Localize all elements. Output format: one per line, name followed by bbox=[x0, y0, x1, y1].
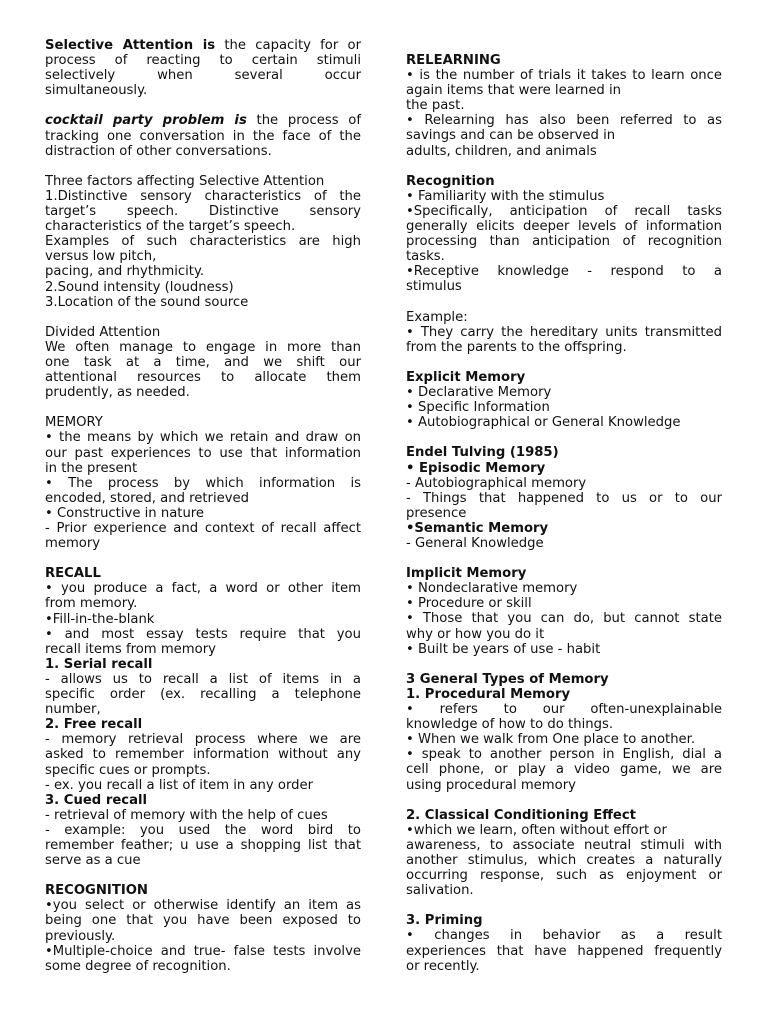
recognition-bullet-1-line-3: previously. bbox=[45, 928, 116, 944]
selective-attention-line-1: Selective Attention is the capacity for or bbox=[45, 38, 361, 53]
procedural-bullet-3-line-1: • speak to another person in English, dial a bbox=[406, 747, 722, 763]
recognition-heading-right: Recognition bbox=[406, 173, 495, 189]
free-line-1: - memory retrieval process where we are bbox=[45, 732, 361, 748]
classical-conditioning-heading: 2. Classical Conditioning Effect bbox=[406, 807, 636, 823]
serial-line-2: specific order (ex. recalling a telephone bbox=[45, 687, 361, 703]
recall-bullet-3-line-1: • and most essay tests require that you bbox=[45, 626, 361, 642]
explicit-memory-heading: Explicit Memory bbox=[406, 369, 526, 385]
memory-bullet-3: • Constructive in nature bbox=[45, 505, 205, 521]
procedural-memory-heading: 1. Procedural Memory bbox=[406, 686, 571, 702]
implicit-bullet-4: • Built be years of use - habit bbox=[406, 641, 601, 657]
free-line-4: - ex. you recall a list of item in any order bbox=[45, 777, 314, 793]
semantic-memory-heading: •Semantic Memory bbox=[406, 520, 549, 536]
recognition-r-bullet-2-line-2: generally elicits deeper levels of information bbox=[406, 219, 722, 235]
recognition-r-bullet-3-line-2: stimulus bbox=[406, 279, 462, 295]
recall-bullet-2: •Fill-in-the-blank bbox=[45, 611, 155, 627]
cocktail-party-line-1: cocktail party problem is the process of bbox=[45, 113, 361, 129]
recall-bullet-1-line-1: • you produce a fact, a word or other item bbox=[45, 581, 361, 597]
episodic-memory-heading: • Episodic Memory bbox=[406, 460, 546, 476]
recall-bullet-1-line-2: from memory. bbox=[45, 596, 138, 612]
semantic-line-1: - General Knowledge bbox=[406, 536, 544, 551]
relearning-bullet-1-line-2: again items that were learned in bbox=[406, 83, 622, 99]
recognition-r-bullet-3-line-1: •Receptive knowledge - respond to a bbox=[406, 264, 722, 280]
divided-attention-heading: Divided Attention bbox=[45, 324, 161, 340]
memory-bullet-4-line-2: memory bbox=[45, 536, 101, 552]
recognition-r-bullet-2-line-3: processing than anticipation of recognition bbox=[406, 234, 722, 250]
factor-2: 2.Sound intensity (loudness) bbox=[45, 279, 234, 295]
free-recall-heading: 2. Free recall bbox=[45, 717, 143, 733]
memory-bullet-1-line-2: our past experiences to use that information bbox=[45, 445, 361, 461]
procedural-bullet-3-line-3: using procedural memory bbox=[406, 777, 576, 793]
serial-recall-heading: 1. Serial recall bbox=[45, 656, 153, 672]
tulving-heading: Endel Tulving (1985) bbox=[406, 445, 559, 461]
implicit-bullet-2: • Procedure or skill bbox=[406, 596, 532, 612]
relearning-bullet-2-line-2: savings and can be observed in bbox=[406, 128, 616, 144]
free-line-3: specific cues or prompts. bbox=[45, 762, 211, 778]
selective-attention-line-2: process of reacting to certain stimuli bbox=[45, 53, 361, 69]
cocktail-party-line-3: distraction of other conversations. bbox=[45, 143, 272, 159]
memory-bullet-1-line-3: in the present bbox=[45, 460, 138, 476]
cocktail-party-term: cocktail party problem is bbox=[45, 113, 247, 129]
relearning-bullet-2-line-3: adults, children, and animals bbox=[406, 143, 597, 159]
left-column bbox=[45, 38, 361, 974]
recognition-heading-left: RECOGNITION bbox=[45, 883, 148, 899]
procedural-bullet-2: • When we walk from One place to another. bbox=[406, 732, 696, 748]
serial-line-3: number, bbox=[45, 702, 101, 718]
factor-1-line-3: characteristics of the target’s speech. bbox=[45, 219, 296, 235]
priming-line-1: • changes in behavior as a result bbox=[406, 928, 722, 944]
recognition-bullet-2-line-2: some degree of recognition. bbox=[45, 958, 231, 974]
memory-bullet-1-line-1: • the means by which we retain and draw on bbox=[45, 430, 361, 446]
recognition-r-bullet-2-line-4: tasks. bbox=[406, 249, 445, 265]
memory-bullet-2-line-1: • The process by which information is bbox=[45, 475, 361, 491]
relearning-bullet-1-line-3: the past. bbox=[406, 98, 465, 114]
factor-1-line-1: 1.Distinctive sensory characteristics of the bbox=[45, 188, 361, 204]
example-line-2: from the parents to the offspring. bbox=[406, 339, 627, 355]
relearning-heading: RELEARNING bbox=[406, 53, 501, 68]
factor-1-line-6: pacing, and rhythmicity. bbox=[45, 264, 205, 280]
episodic-line-1: - Autobiographical memory bbox=[406, 475, 587, 491]
procedural-bullet-1-line-1: • refers to our often-unexplainable bbox=[406, 702, 722, 718]
recognition-r-bullet-2-line-1: •Specifically, anticipation of recall tasks bbox=[406, 203, 722, 219]
implicit-bullet-1: • Nondeclarative memory bbox=[406, 581, 578, 597]
memory-bullet-4-line-1: - Prior experience and context of recall affect bbox=[45, 521, 361, 536]
episodic-line-3: presence bbox=[406, 505, 467, 521]
memory-heading: MEMORY bbox=[45, 415, 103, 431]
types-of-memory-heading: 3 General Types of Memory bbox=[406, 671, 609, 687]
priming-line-3: or recently. bbox=[406, 958, 480, 974]
recall-heading: RECALL bbox=[45, 566, 101, 582]
cued-line-4: serve as a cue bbox=[45, 853, 141, 869]
cued-line-1: - retrieval of memory with the help of cues bbox=[45, 807, 328, 823]
classical-line-4: occurring response, such as enjoyment or bbox=[406, 868, 722, 884]
implicit-bullet-3-line-1: • Those that you can do, but cannot state bbox=[406, 611, 722, 627]
cued-line-3: remember feather; u use a shopping list that bbox=[45, 837, 361, 853]
right-column bbox=[406, 53, 722, 974]
cued-line-2: - example: you used the word bird to bbox=[45, 822, 361, 838]
implicit-bullet-3-line-2: why or how you do it bbox=[406, 626, 545, 642]
divided-line-1: We often manage to engage in more than bbox=[45, 339, 361, 355]
cued-recall-heading: 3. Cued recall bbox=[45, 792, 148, 808]
factor-1-line-5: versus low pitch, bbox=[45, 249, 157, 265]
procedural-bullet-1-line-2: knowledge of how to do things. bbox=[406, 717, 614, 733]
cocktail-party-line-2: tracking one conversation in the face of the bbox=[45, 128, 361, 144]
recall-bullet-3-line-2: recall items from memory bbox=[45, 641, 216, 657]
example-line-1: • They carry the hereditary units transmitted bbox=[406, 324, 722, 340]
explicit-bullet-2: • Specific Information bbox=[406, 400, 550, 416]
divided-line-2: one task at a time, and we shift our bbox=[45, 354, 361, 370]
factor-1-line-4: Examples of such characteristics are high bbox=[45, 234, 361, 250]
divided-line-3: attentional resources to allocate them bbox=[45, 370, 361, 386]
factor-1-line-2: target’s speech. Distinctive sensory bbox=[45, 204, 361, 220]
classical-line-1: •which we learn, often without effort or bbox=[406, 822, 667, 838]
explicit-bullet-1: • Declarative Memory bbox=[406, 385, 552, 401]
free-line-2: asked to remember information without any bbox=[45, 747, 361, 763]
relearning-bullet-1-line-1: • is the number of trials it takes to learn once bbox=[406, 68, 722, 84]
classical-line-5: salivation. bbox=[406, 883, 474, 899]
factor-3: 3.Location of the sound source bbox=[45, 294, 249, 310]
memory-bullet-2-line-2: encoded, stored, and retrieved bbox=[45, 490, 250, 506]
recognition-bullet-2-line-1: •Multiple-choice and true- false tests involve bbox=[45, 943, 361, 959]
episodic-line-2: - Things that happened to us or to our bbox=[406, 490, 722, 506]
recognition-bullet-1-line-1: •you select or otherwise identify an item as bbox=[45, 898, 361, 914]
selective-attention-term: Selective Attention is bbox=[45, 38, 216, 53]
explicit-bullet-3: • Autobiographical or General Knowledge bbox=[406, 415, 681, 431]
recognition-r-bullet-1: • Familiarity with the stimulus bbox=[406, 188, 605, 204]
example-heading: Example: bbox=[406, 309, 468, 325]
divided-line-4: prudently, as needed. bbox=[45, 385, 190, 401]
classical-line-2: awareness, to associate neutral stimuli with bbox=[406, 837, 722, 853]
selective-attention-line-3: selectively when several occur bbox=[45, 68, 361, 84]
relearning-bullet-2-line-1: • Relearning has also been referred to as bbox=[406, 113, 722, 129]
serial-line-1: - allows us to recall a list of items in a bbox=[45, 671, 361, 687]
implicit-memory-heading: Implicit Memory bbox=[406, 566, 527, 582]
selective-attention-line-4: simultaneously. bbox=[45, 83, 148, 99]
classical-line-3: another stimulus, which creates a naturally bbox=[406, 852, 722, 868]
priming-heading: 3. Priming bbox=[406, 913, 483, 929]
priming-line-2: experiences that have happened frequently bbox=[406, 943, 722, 959]
recognition-bullet-1-line-2: being one that you have been exposed to bbox=[45, 913, 361, 929]
procedural-bullet-3-line-2: cell phone, or play a video game, we are bbox=[406, 762, 722, 778]
factors-heading: Three factors affecting Selective Attention bbox=[45, 173, 325, 189]
